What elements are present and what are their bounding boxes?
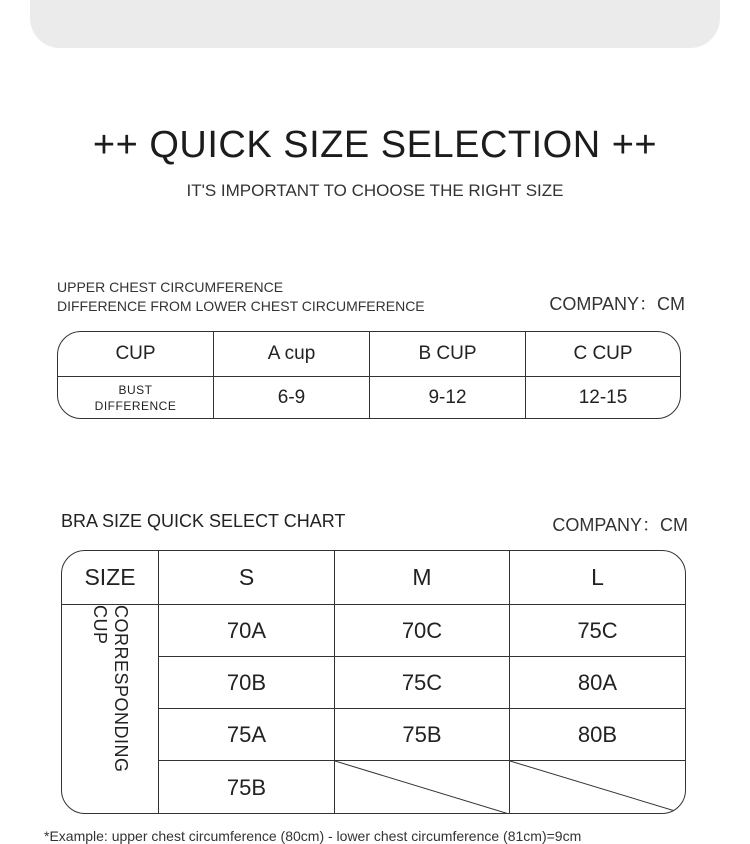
table-cell: 70C <box>335 605 510 656</box>
bra-size-table <box>61 550 686 814</box>
cup-header-a: A cup <box>214 332 370 376</box>
cup-table-header-row <box>58 332 680 377</box>
table-cell: 75B <box>159 761 335 814</box>
table-cell: 75B <box>335 709 510 760</box>
table-cell: 70A <box>159 605 335 656</box>
bust-difference-label <box>58 377 214 419</box>
table-cell: 80A <box>577 669 618 695</box>
cup-value-c: 12-15 <box>578 387 628 408</box>
page-subtitle: IT'S IMPORTANT TO CHOOSE THE RIGHT SIZE <box>186 181 564 200</box>
bust-label-line1: BUST <box>118 383 153 397</box>
size-m-header: M <box>335 551 510 604</box>
size-s-header: S <box>159 551 335 604</box>
cup-header-label: CUP <box>58 332 214 376</box>
bra-table-unit: COMPANY：CM <box>552 515 688 535</box>
cup-value-b: 9-12 <box>370 377 526 419</box>
table-cell: 75C <box>577 617 618 643</box>
table-cell: 70B <box>159 657 335 708</box>
footnote: *Example: upper chest circumference (80cm) - lower chest circumference (81cm)=9cm <box>44 828 582 844</box>
diagonal-slash-icon <box>510 761 685 814</box>
cup-table-value-row <box>58 377 680 419</box>
bra-table-header-row <box>62 551 685 605</box>
diagonal-slash-icon <box>335 761 509 814</box>
top-banner <box>30 0 720 48</box>
cup-caption-line1: UPPER CHEST CIRCUMFERENCE <box>57 279 284 295</box>
cup-table-caption <box>57 278 425 316</box>
corresponding-cup-label <box>62 605 159 814</box>
cup-header-b: B CUP <box>370 332 526 376</box>
empty-cell-m <box>335 761 510 814</box>
bra-table-title: BRA SIZE QUICK SELECT CHART <box>61 511 346 531</box>
cup-header-c: C CUP <box>573 343 633 364</box>
bra-table-body <box>159 605 685 814</box>
table-cell: 75A <box>159 709 335 760</box>
bust-label-line2: DIFFERENCE <box>94 399 177 413</box>
cup-table-unit: COMPANY：CM <box>549 294 685 314</box>
table-row <box>159 605 685 657</box>
table-row <box>159 709 685 761</box>
table-cell: 80B <box>577 721 618 747</box>
empty-cell-l <box>510 761 685 814</box>
corresponding-cup-text: CORRESPONDING CUP <box>90 605 131 773</box>
table-cell: 75C <box>335 657 510 708</box>
cup-value-a: 6-9 <box>214 377 370 419</box>
table-row <box>159 657 685 709</box>
size-header: SIZE <box>62 551 159 604</box>
cup-caption-line2: DIFFERENCE FROM LOWER CHEST CIRCUMFERENCE <box>57 298 425 314</box>
cup-table <box>57 331 681 419</box>
table-row <box>159 761 685 814</box>
size-l-header: L <box>591 564 604 590</box>
page-title: ++ QUICK SIZE SELECTION ++ <box>92 124 658 166</box>
